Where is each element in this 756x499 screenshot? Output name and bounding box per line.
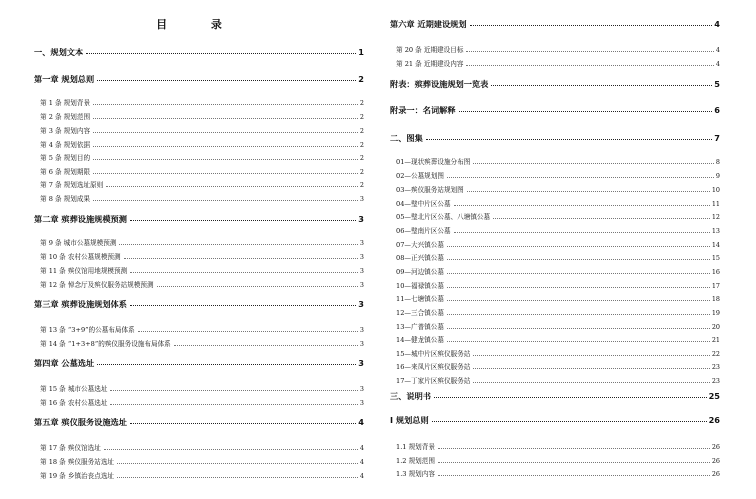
toc-page-number: 3 xyxy=(359,281,364,290)
dot-leader xyxy=(454,204,710,206)
toc-page-number: 23 xyxy=(711,363,720,372)
toc-page-number: 18 xyxy=(711,295,720,304)
toc-section-entry[interactable] xyxy=(390,173,720,180)
toc-entry-label: 01—现状殡葬设施分布图 xyxy=(396,158,471,166)
toc-page-number: 3 xyxy=(359,239,364,248)
toc-section-entry[interactable] xyxy=(390,214,720,221)
toc-section-entry[interactable] xyxy=(34,240,364,247)
dot-leader xyxy=(447,272,710,274)
dot-leader xyxy=(157,285,358,287)
toc-page-number: 3 xyxy=(358,214,364,224)
toc-page-number: 16 xyxy=(711,268,720,277)
toc-page-number: 3 xyxy=(359,267,364,276)
dot-leader xyxy=(434,396,707,398)
toc-section-entry[interactable] xyxy=(390,159,720,166)
dot-leader xyxy=(467,190,710,192)
toc-page-number: 4 xyxy=(358,417,364,427)
dot-leader xyxy=(97,363,356,365)
toc-section-entry[interactable] xyxy=(390,337,720,344)
toc-section-entry[interactable] xyxy=(34,386,364,393)
toc-section-entry[interactable] xyxy=(390,187,720,194)
toc-section-entry[interactable] xyxy=(34,100,364,107)
toc-entry-label: 第 5 条 规划目的 xyxy=(40,154,91,162)
dot-leader xyxy=(93,158,358,160)
toc-section-entry[interactable] xyxy=(34,341,364,348)
toc-page-number: 4 xyxy=(359,458,364,467)
toc-entry-label: 09—河边镇公墓 xyxy=(396,268,444,276)
toc-page-number: 20 xyxy=(711,323,720,332)
dot-leader xyxy=(117,462,358,464)
toc-section-entry[interactable] xyxy=(34,142,364,149)
toc-page-number: 2 xyxy=(359,168,364,177)
dot-leader xyxy=(110,389,357,391)
toc-page-number: 13 xyxy=(711,227,720,236)
dot-leader xyxy=(130,271,358,273)
dot-leader xyxy=(438,447,710,449)
toc-page-number: 26 xyxy=(711,443,720,452)
dot-leader xyxy=(117,476,358,478)
toc-section-entry[interactable] xyxy=(34,268,364,275)
toc-entry-label: 第二章 殡葬设施规模预测 xyxy=(34,214,127,224)
toc-entry-label: 05—璧北片区公墓、八塘镇公墓 xyxy=(396,213,491,221)
toc-entry-label: 第 17 条 殡仪馆选址 xyxy=(40,444,101,452)
toc-section-entry[interactable] xyxy=(390,47,720,54)
dot-leader xyxy=(432,420,707,422)
toc-page-number: 21 xyxy=(711,336,720,345)
dot-leader xyxy=(493,217,710,219)
toc-chapter-entry[interactable] xyxy=(390,134,720,142)
toc-chapter-entry[interactable] xyxy=(34,215,364,223)
toc-chapter-entry[interactable] xyxy=(390,416,720,424)
toc-entry-label: 第三章 殡葬设施规划体系 xyxy=(34,299,127,309)
toc-page-number: 7 xyxy=(714,133,720,143)
toc-entry-label: 第 12 条 悼念厅及殡仪服务站规模预测 xyxy=(40,281,154,289)
toc-section-entry[interactable] xyxy=(34,128,364,135)
toc-title: 目 录 xyxy=(156,18,242,31)
toc-entry-label: 17—丁家片区殡仪服务站 xyxy=(396,377,471,385)
dot-leader xyxy=(473,381,710,383)
dot-leader xyxy=(438,461,710,463)
toc-entry-label: 16—来凤片区殡仪服务站 xyxy=(396,363,471,371)
toc-page-number: 25 xyxy=(708,391,720,401)
toc-chapter-entry[interactable] xyxy=(390,392,720,400)
toc-page-number: 26 xyxy=(711,470,720,479)
dot-leader xyxy=(466,50,713,52)
toc-entry-label: 第五章 殡仪服务设施选址 xyxy=(34,417,127,427)
toc-section-entry[interactable] xyxy=(34,182,364,189)
toc-entry-label: 03—殡仪服务站规划图 xyxy=(396,186,464,194)
toc-section-entry[interactable] xyxy=(390,378,720,385)
toc-page-number: 3 xyxy=(359,399,364,408)
toc-page-number: 2 xyxy=(358,74,364,84)
toc-page-number: 15 xyxy=(711,254,720,263)
toc-section-entry[interactable] xyxy=(390,283,720,290)
dot-leader xyxy=(473,162,714,164)
toc-section-entry[interactable] xyxy=(34,196,364,203)
dot-leader xyxy=(447,176,714,178)
toc-chapter-entry[interactable] xyxy=(34,300,364,308)
toc-page-number: 3 xyxy=(359,340,364,349)
dot-leader xyxy=(447,327,710,329)
dot-leader xyxy=(106,185,358,187)
toc-page-number: 1 xyxy=(358,47,364,57)
toc-section-entry[interactable] xyxy=(390,310,720,317)
toc-section-entry[interactable] xyxy=(390,255,720,262)
toc-entry-label: 第 10 条 农村公墓规模预测 xyxy=(40,253,121,261)
toc-chapter-entry[interactable] xyxy=(34,418,364,426)
toc-page-number: 3 xyxy=(359,195,364,204)
toc-entry-label: 14—健龙镇公墓 xyxy=(396,336,444,344)
dot-leader xyxy=(447,340,710,342)
toc-page-number: 2 xyxy=(359,181,364,190)
toc-entry-label: 第 8 条 规划成果 xyxy=(40,195,91,203)
toc-page-number: 23 xyxy=(711,377,720,386)
dot-leader xyxy=(438,474,710,476)
toc-section-entry[interactable] xyxy=(390,242,720,249)
toc-entry-label: 1.1 规划背景 xyxy=(396,443,435,451)
toc-page-number: 8 xyxy=(715,158,720,167)
dot-leader xyxy=(119,243,358,245)
toc-entry-label: 第一章 规划总则 xyxy=(34,74,95,84)
toc-entry-label: 第 15 条 城市公墓选址 xyxy=(40,385,108,393)
toc-entry-label: 第 6 条 规划期限 xyxy=(40,168,91,176)
dot-leader xyxy=(110,403,357,405)
toc-entry-label: 第四章 公墓选址 xyxy=(34,358,95,368)
dot-leader xyxy=(473,354,710,356)
dot-leader xyxy=(470,24,713,26)
toc-page-number: 2 xyxy=(359,113,364,122)
toc-chapter-entry[interactable] xyxy=(390,80,720,88)
toc-page-number: 26 xyxy=(708,415,720,425)
toc-page-number: 2 xyxy=(359,99,364,108)
dot-leader xyxy=(93,199,358,201)
toc-section-entry[interactable] xyxy=(34,114,364,121)
toc-section-entry[interactable] xyxy=(34,473,364,480)
toc-entry-label: 附录一：名词解释 xyxy=(390,105,456,115)
dot-leader xyxy=(124,257,358,259)
toc-entry-label: 第 20 条 近期建设目标 xyxy=(396,46,464,54)
dot-leader xyxy=(447,286,710,288)
toc-section-entry[interactable] xyxy=(390,228,720,235)
toc-page-number: 3 xyxy=(359,253,364,262)
toc-page-number: 2 xyxy=(359,141,364,150)
toc-section-entry[interactable] xyxy=(34,169,364,176)
dot-leader xyxy=(130,422,356,424)
dot-leader xyxy=(93,103,358,105)
toc-chapter-entry[interactable] xyxy=(390,106,720,114)
toc-entry-label: 04—璧中片区公墓 xyxy=(396,200,451,208)
toc-entry-label: 第 1 条 规划背景 xyxy=(40,99,91,107)
dot-leader xyxy=(174,344,358,346)
toc-page-number: 19 xyxy=(711,309,720,318)
toc-page-number: 14 xyxy=(711,241,720,250)
dot-leader xyxy=(491,84,712,86)
dot-leader xyxy=(104,448,358,450)
toc-page-number: 11 xyxy=(711,200,720,209)
toc-entry-label: 08—正兴镇公墓 xyxy=(396,254,444,262)
toc-entry-label: 07—大兴镇公墓 xyxy=(396,241,444,249)
toc-page-number: 9 xyxy=(715,172,720,181)
toc-section-entry[interactable] xyxy=(390,296,720,303)
toc-page-number: 2 xyxy=(359,127,364,136)
toc-entry-label: 第 14 条 “1+3+8”的殡仪服务设施布局体系 xyxy=(40,340,171,348)
toc-page-number: 3 xyxy=(358,299,364,309)
toc-entry-label: 第 2 条 规划范围 xyxy=(40,113,91,121)
dot-leader xyxy=(93,117,358,119)
toc-section-entry[interactable] xyxy=(390,351,720,358)
toc-section-entry[interactable] xyxy=(390,364,720,371)
toc-chapter-entry[interactable] xyxy=(34,359,364,367)
toc-entry-label: 第 21 条 近期建设内容 xyxy=(396,60,464,68)
dot-leader xyxy=(454,231,710,233)
toc-entry-label: I 规划总则 xyxy=(390,415,429,425)
toc-section-entry[interactable] xyxy=(390,324,720,331)
toc-page-number: 4 xyxy=(714,19,720,29)
toc-entry-label: 02—公墓规划图 xyxy=(396,172,444,180)
dot-leader xyxy=(138,330,358,332)
dot-leader xyxy=(97,79,356,81)
toc-entry-label: 第六章 近期建设规划 xyxy=(390,19,467,29)
dot-leader xyxy=(447,299,710,301)
dot-leader xyxy=(93,172,358,174)
toc-section-entry[interactable] xyxy=(34,254,364,261)
toc-entry-label: 10—福禄镇公墓 xyxy=(396,282,444,290)
toc-page-number: 26 xyxy=(711,457,720,466)
toc-entry-label: 附表：殡葬设施规划一览表 xyxy=(390,79,489,89)
toc-entry-label: 12—三合镇公墓 xyxy=(396,309,444,317)
toc-chapter-entry[interactable] xyxy=(390,20,720,28)
dot-leader xyxy=(93,145,358,147)
toc-entry-label: 第 18 条 殡仪服务站选址 xyxy=(40,458,115,466)
toc-page-number: 4 xyxy=(715,60,720,69)
toc-entry-label: 第 19 条 乡镇治丧点选址 xyxy=(40,472,115,480)
toc-page-number: 5 xyxy=(714,79,720,89)
dot-leader xyxy=(466,64,713,66)
toc-page-number: 4 xyxy=(359,444,364,453)
toc-section-entry[interactable] xyxy=(390,471,720,478)
toc-section-entry[interactable] xyxy=(390,444,720,451)
toc-section-entry[interactable] xyxy=(34,459,364,466)
toc-page-number: 12 xyxy=(711,213,720,222)
dot-leader xyxy=(447,245,710,247)
toc-entry-label: 第 9 条 城市公墓规模预测 xyxy=(40,239,117,247)
toc-entry-label: 第 7 条 规划选址原则 xyxy=(40,181,104,189)
dot-leader xyxy=(459,110,713,112)
toc-page-number: 4 xyxy=(715,46,720,55)
toc-page-number: 2 xyxy=(359,154,364,163)
toc-section-entry[interactable] xyxy=(390,458,720,465)
toc-entry-label: 第 11 条 殡仪馆用地规模预测 xyxy=(40,267,128,275)
toc-section-entry[interactable] xyxy=(390,61,720,68)
toc-entry-label: 13—广普镇公墓 xyxy=(396,323,444,331)
toc-entry-label: 第 16 条 农村公墓选址 xyxy=(40,399,108,407)
toc-chapter-entry[interactable] xyxy=(34,75,364,83)
toc-section-entry[interactable] xyxy=(34,282,364,289)
dot-leader xyxy=(86,52,356,54)
toc-section-entry[interactable] xyxy=(34,155,364,162)
dot-leader xyxy=(130,219,356,221)
toc-entry-label: 一、规划文本 xyxy=(34,47,84,57)
toc-entry-label: 1.2 规划范围 xyxy=(396,457,435,465)
toc-section-entry[interactable] xyxy=(34,327,364,334)
toc-section-entry[interactable] xyxy=(34,400,364,407)
toc-page-number: 22 xyxy=(711,350,720,359)
toc-section-entry[interactable] xyxy=(390,201,720,208)
toc-page-number: 4 xyxy=(359,472,364,481)
toc-entry-label: 06—璧南片区公墓 xyxy=(396,227,451,235)
toc-chapter-entry[interactable] xyxy=(34,48,364,56)
dot-leader xyxy=(130,304,356,306)
toc-entry-label: 11—七塘镇公墓 xyxy=(396,295,444,303)
toc-page-number: 17 xyxy=(711,282,720,291)
toc-page-number: 6 xyxy=(714,105,720,115)
dot-leader xyxy=(426,138,713,140)
toc-page-number: 3 xyxy=(359,326,364,335)
toc-section-entry[interactable] xyxy=(34,445,364,452)
dot-leader xyxy=(93,131,358,133)
toc-page-number: 3 xyxy=(358,358,364,368)
toc-entry-label: 15—城中片区殡仪服务站 xyxy=(396,350,471,358)
toc-section-entry[interactable] xyxy=(390,269,720,276)
toc-page-number: 10 xyxy=(711,186,720,195)
toc-entry-label: 第 3 条 规划内容 xyxy=(40,127,91,135)
toc-entry-label: 1.3 规划内容 xyxy=(396,470,435,478)
dot-leader xyxy=(473,367,710,369)
dot-leader xyxy=(447,313,710,315)
dot-leader xyxy=(447,258,710,260)
toc-page-number: 3 xyxy=(359,385,364,394)
toc-entry-label: 第 4 条 规划依据 xyxy=(40,141,91,149)
toc-entry-label: 二、图集 xyxy=(390,133,423,143)
toc-entry-label: 第 13 条 “3+9”的公墓布局体系 xyxy=(40,326,135,334)
toc-entry-label: 三、说明书 xyxy=(390,391,431,401)
